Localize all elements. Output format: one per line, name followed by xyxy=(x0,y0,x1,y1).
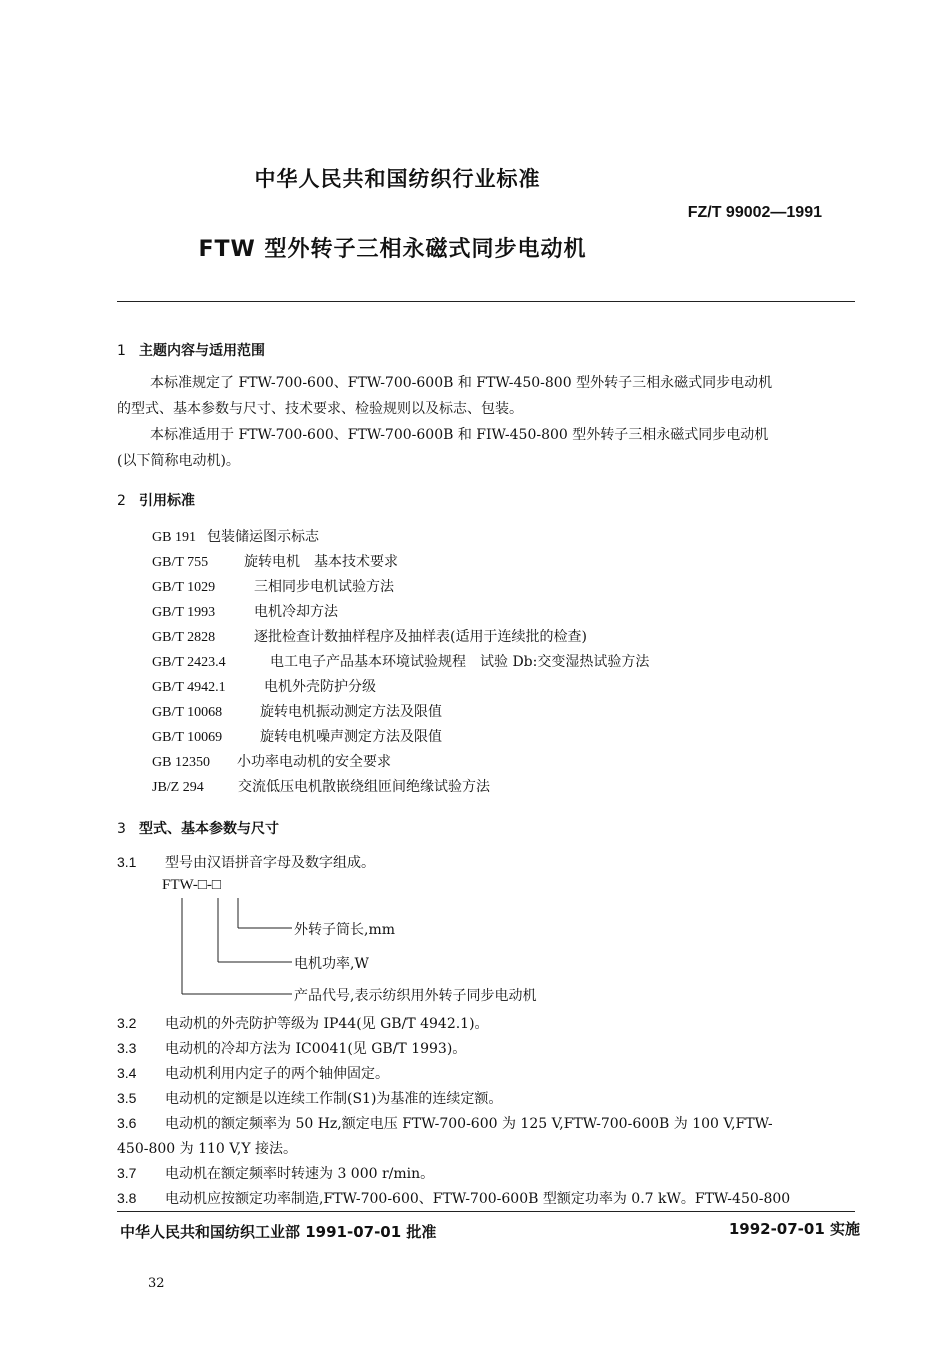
clause-3-2 xyxy=(117,1013,489,1033)
clause-number: 3.1 xyxy=(117,854,137,870)
clause-number: 3.2 xyxy=(117,1015,137,1031)
approval-statement: 中华人民共和国纺织工业部 1991-07-01 批准 xyxy=(120,1223,437,1241)
clause-number: 3.3 xyxy=(117,1040,137,1056)
reference-title: 旋转电机 基本技术要求 xyxy=(244,554,398,570)
reference-item xyxy=(152,751,391,771)
section-1-para-1-line-2: 的型式、基本参数与尺寸、技术要求、检验规则以及标志、包装。 xyxy=(117,401,523,417)
reference-title: 小功率电动机的安全要求 xyxy=(237,754,391,770)
clause-text: 型号由汉语拼音字母及数字组成。 xyxy=(165,855,375,871)
clause-text: 电动机利用内定子的两个轴伸固定。 xyxy=(165,1066,389,1082)
reference-title: 逐批检查计数抽样程序及抽样表(适用于连续批的检查) xyxy=(254,629,587,645)
clause-text: 电动机的冷却方法为 IC0041(见 GB/T 1993)。 xyxy=(165,1041,467,1057)
section-number: 2 xyxy=(117,493,126,509)
clause-3-4 xyxy=(117,1063,389,1083)
designation-lines xyxy=(160,880,300,1005)
standard-title: 中华人民共和国纺织行业标准 xyxy=(254,167,541,191)
section-3-heading xyxy=(117,818,279,838)
clause-text: 电动机应按额定功率制造,FTW-700-600、FTW-700-600B 型额定功率为 0.7 kW。FTW-450-800 xyxy=(165,1191,791,1207)
clause-text: 电动机在额定频率时转速为 3 000 r/min。 xyxy=(165,1166,435,1182)
reference-item xyxy=(152,551,398,571)
reference-item xyxy=(152,626,587,646)
model-code: FTW-□-□ xyxy=(162,877,221,893)
clause-text: 电动机的定额是以连续工作制(S1)为基准的连续定额。 xyxy=(165,1091,503,1107)
reference-item xyxy=(152,776,490,796)
clause-3-8 xyxy=(117,1188,790,1208)
page-number: 32 xyxy=(148,1276,165,1291)
section-1-heading xyxy=(117,340,265,360)
header-divider xyxy=(117,301,855,302)
model-designation-diagram xyxy=(160,877,620,1010)
reference-title: 旋转电机振动测定方法及限值 xyxy=(260,704,442,720)
reference-code: GB 12350 xyxy=(152,755,210,770)
clause-number: 3.7 xyxy=(117,1165,137,1181)
reference-title: 电机冷却方法 xyxy=(254,604,338,620)
reference-code: GB/T 755 xyxy=(152,555,209,570)
reference-item xyxy=(152,601,338,621)
clause-3-3 xyxy=(117,1038,466,1058)
document-title: FTW 型外转子三相永磁式同步电动机 xyxy=(198,237,587,262)
reference-title: 旋转电机噪声测定方法及限值 xyxy=(260,729,442,745)
clause-3-7 xyxy=(117,1163,434,1183)
reference-code: GB 191 xyxy=(152,530,196,545)
reference-item xyxy=(152,651,649,671)
reference-code: GB/T 2423.4 xyxy=(152,655,226,670)
section-1-para-1-line-1: 本标准规定了 FTW-700-600、FTW-700-600B 和 FTW-450-800 型外转子三相永磁式同步电动机 xyxy=(150,375,773,391)
section-1-para-2-line-1: 本标准适用于 FTW-700-600、FTW-700-600B 和 FIW-450-800 型外转子三相永磁式同步电动机 xyxy=(150,427,769,443)
section-title: 引用标准 xyxy=(139,493,195,509)
reference-title: 电机外壳防护分级 xyxy=(264,679,376,695)
standard-code: FZ/T 99002—1991 xyxy=(687,204,822,221)
clause-number: 3.5 xyxy=(117,1090,137,1106)
reference-title: 包装储运图示标志 xyxy=(207,529,319,545)
reference-code: GB/T 1993 xyxy=(152,605,216,620)
clause-3-6-continuation: 450-800 为 110 V,Y 接法。 xyxy=(117,1141,298,1157)
label-product-code: 产品代号,表示纺织用外转子同步电动机 xyxy=(294,988,537,1004)
reference-title: 三相同步电机试验方法 xyxy=(254,579,394,595)
reference-item xyxy=(152,676,376,696)
reference-code: GB/T 2828 xyxy=(152,630,216,645)
reference-title: 交流低压电机散嵌绕组匝间绝缘试验方法 xyxy=(238,779,490,795)
reference-code: GB/T 1029 xyxy=(152,580,216,595)
reference-item xyxy=(152,526,319,546)
label-rotor-length: 外转子筒长,mm xyxy=(294,922,396,938)
clause-text: 电动机的外壳防护等级为 IP44(见 GB/T 4942.1)。 xyxy=(165,1016,489,1032)
clause-number: 3.8 xyxy=(117,1190,137,1206)
reference-item xyxy=(152,576,394,596)
clause-3-1 xyxy=(117,852,375,872)
clause-number: 3.4 xyxy=(117,1065,137,1081)
section-title: 主题内容与适用范围 xyxy=(139,343,265,359)
clause-3-6 xyxy=(117,1113,773,1133)
clause-text: 电动机的额定频率为 50 Hz,额定电压 FTW-700-600 为 125 V,FTW-700-600B 为 100 V,FTW- xyxy=(165,1116,773,1132)
section-title: 型式、基本参数与尺寸 xyxy=(139,821,279,837)
section-2-heading xyxy=(117,490,195,510)
reference-code: GB/T 4942.1 xyxy=(152,680,226,695)
implementation-date: 1992-07-01 实施 xyxy=(728,1220,860,1238)
clause-3-5 xyxy=(117,1088,502,1108)
footer-divider xyxy=(117,1211,855,1212)
label-motor-power: 电机功率,W xyxy=(294,956,369,972)
clause-number: 3.6 xyxy=(117,1115,137,1131)
section-number: 1 xyxy=(117,343,126,359)
reference-item xyxy=(152,726,442,746)
section-1-para-2-line-2: (以下简称电动机)。 xyxy=(117,453,240,469)
reference-code: GB/T 10068 xyxy=(152,705,223,720)
reference-title: 电工电子产品基本环境试验规程 试验 Db:交变湿热试验方法 xyxy=(270,654,650,670)
reference-code: GB/T 10069 xyxy=(152,730,223,745)
section-number: 3 xyxy=(117,821,126,837)
reference-item xyxy=(152,701,442,721)
reference-code: JB/Z 294 xyxy=(152,780,204,795)
